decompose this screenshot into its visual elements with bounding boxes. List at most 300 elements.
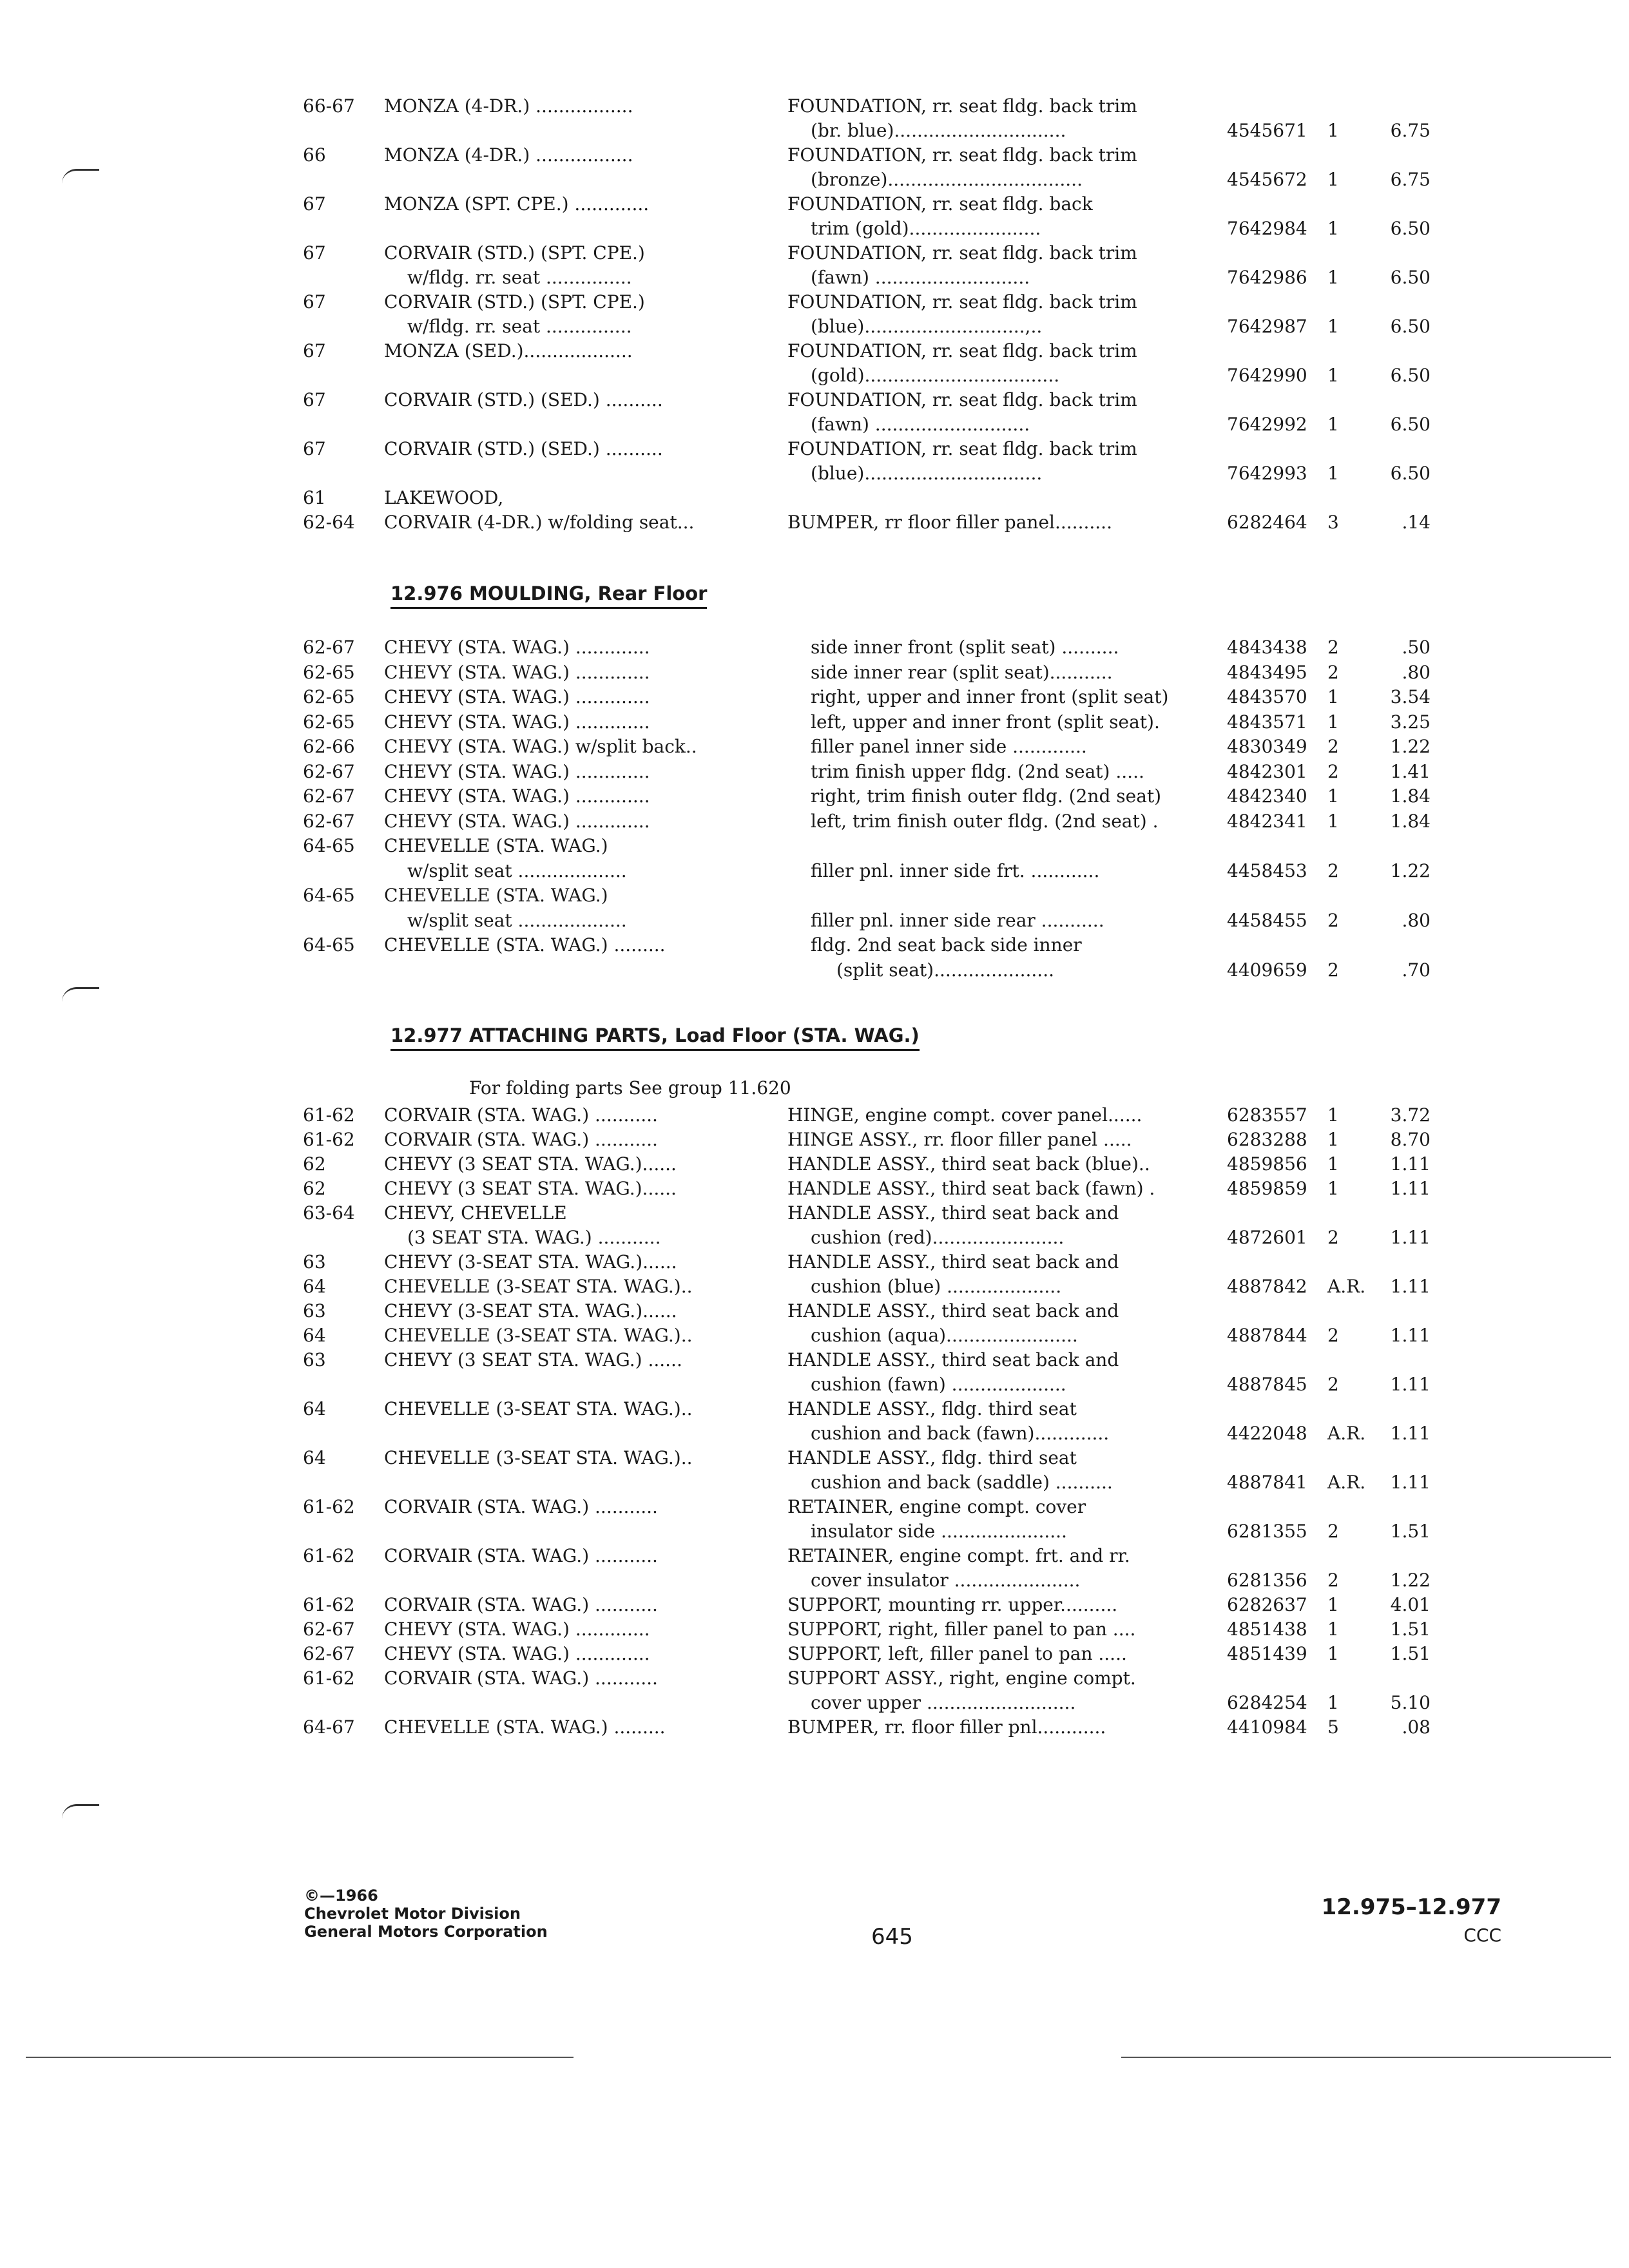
description-cell: cushion (blue) .................... xyxy=(811,1276,1062,1297)
model-cell: CORVAIR (STA. WAG.) ........... xyxy=(384,1545,658,1566)
part-number-cell: 7642987 xyxy=(1227,316,1307,337)
quantity-cell: 3 xyxy=(1327,512,1339,533)
year-cell: 62-67 xyxy=(303,637,355,658)
price-cell: 8.70 xyxy=(1390,1129,1431,1150)
table-row xyxy=(0,736,1629,762)
year-cell: 61-62 xyxy=(303,1496,355,1517)
price-cell: .50 xyxy=(1402,637,1431,658)
part-number-cell: 4887841 xyxy=(1227,1472,1307,1493)
part-number-cell: 4409659 xyxy=(1227,959,1307,981)
description-cell: HANDLE ASSY., third seat back and xyxy=(787,1300,1119,1321)
part-number-cell: 4859856 xyxy=(1227,1153,1307,1175)
catalog-code: CCC xyxy=(1463,1925,1501,1946)
description-cell: BUMPER, rr floor filler panel.......... xyxy=(787,512,1112,533)
model-cell: CHEVY (3-SEAT STA. WAG.)...... xyxy=(384,1251,677,1273)
table-row xyxy=(0,662,1629,687)
table-row xyxy=(0,1716,1629,1742)
description-cell: (blue)............................,.. xyxy=(811,316,1043,337)
quantity-cell: 1 xyxy=(1327,1643,1339,1664)
part-number-cell: 4887845 xyxy=(1227,1374,1307,1395)
part-number-cell: 7642990 xyxy=(1227,365,1307,386)
table-row xyxy=(0,959,1629,985)
table-row xyxy=(0,316,1629,341)
year-cell: 66 xyxy=(303,144,326,166)
year-cell: 62-66 xyxy=(303,736,355,757)
year-cell: 62-65 xyxy=(303,711,355,733)
quantity-cell: 2 xyxy=(1327,860,1339,881)
quantity-cell: 2 xyxy=(1327,909,1339,931)
year-cell: 61-62 xyxy=(303,1667,355,1689)
description-cell: (fawn) ........................... xyxy=(811,267,1030,288)
description-cell: filler panel inner side ............. xyxy=(811,736,1087,757)
quantity-cell: 1 xyxy=(1327,120,1339,141)
part-number-cell: 4887842 xyxy=(1227,1276,1307,1297)
corporation-line: General Motors Corporation xyxy=(304,1923,548,1941)
year-cell: 64-65 xyxy=(303,885,355,906)
price-cell: .80 xyxy=(1402,909,1431,931)
part-number-cell: 7642984 xyxy=(1227,218,1307,239)
publisher-block xyxy=(304,1887,548,1941)
part-number-cell: 4545671 xyxy=(1227,120,1307,141)
year-cell: 64-65 xyxy=(303,934,355,956)
model-cell: CHEVELLE (3-SEAT STA. WAG.).. xyxy=(384,1325,693,1346)
table-row xyxy=(0,463,1629,488)
description-cell: cover upper .......................... xyxy=(811,1692,1076,1713)
table-row xyxy=(0,1594,1629,1620)
model-cell: MONZA (SED.)................... xyxy=(384,340,633,361)
quantity-cell: 2 xyxy=(1327,1374,1339,1395)
year-cell: 61-62 xyxy=(303,1104,355,1126)
part-number-cell: 4851439 xyxy=(1227,1643,1307,1664)
model-cell: CHEVELLE (STA. WAG.) xyxy=(384,885,608,906)
description-cell: insulator side ...................... xyxy=(811,1521,1067,1542)
description-cell: cushion and back (fawn)............. xyxy=(811,1423,1110,1444)
description-cell: cushion (fawn) .................... xyxy=(811,1374,1066,1395)
table-row xyxy=(0,1472,1629,1497)
model-cell: w/fldg. rr. seat ............... xyxy=(407,316,632,337)
description-cell: HANDLE ASSY., third seat back (fawn) . xyxy=(787,1178,1155,1199)
quantity-cell: 1 xyxy=(1327,463,1339,484)
quantity-cell: 2 xyxy=(1327,1227,1339,1248)
table-row xyxy=(0,1178,1629,1204)
description-cell: (split seat)..................... xyxy=(836,959,1054,981)
price-cell: 6.50 xyxy=(1390,414,1431,435)
description-cell: left, trim finish outer fldg. (2nd seat) . xyxy=(811,810,1159,832)
model-cell: MONZA (4-DR.) ................. xyxy=(384,144,633,166)
price-cell: 3.54 xyxy=(1390,686,1431,707)
description-cell: (bronze).................................. xyxy=(811,169,1083,190)
model-cell: CORVAIR (STA. WAG.) ........... xyxy=(384,1104,658,1126)
year-cell: 62-67 xyxy=(303,1619,355,1640)
quantity-cell: 2 xyxy=(1327,661,1339,683)
description-cell: HANDLE ASSY., fldg. third seat xyxy=(787,1398,1077,1419)
quantity-cell: 1 xyxy=(1327,1104,1339,1126)
price-cell: 1.41 xyxy=(1390,760,1431,782)
divider-line xyxy=(1121,2057,1611,2058)
model-cell: CHEVELLE (3-SEAT STA. WAG.).. xyxy=(384,1447,693,1468)
year-cell: 61-62 xyxy=(303,1129,355,1150)
price-cell: 6.75 xyxy=(1390,120,1431,141)
quantity-cell: 1 xyxy=(1327,1594,1339,1615)
model-cell: CHEVY (3-SEAT STA. WAG.)...... xyxy=(384,1300,677,1321)
model-cell: CORVAIR (STD.) (SED.) .......... xyxy=(384,389,663,410)
model-cell: CHEVY (3 SEAT STA. WAG.) ...... xyxy=(384,1349,682,1370)
price-cell: 1.51 xyxy=(1390,1521,1431,1542)
model-cell: CHEVELLE (STA. WAG.) ......... xyxy=(384,1716,666,1738)
price-cell: 3.25 xyxy=(1390,711,1431,733)
section-note: For folding parts See group 11.620 xyxy=(469,1077,791,1099)
quantity-cell: 1 xyxy=(1327,1129,1339,1150)
table-row xyxy=(0,1153,1629,1179)
description-cell: SUPPORT, mounting rr. upper.......... xyxy=(787,1594,1118,1615)
quantity-cell: 1 xyxy=(1327,1153,1339,1175)
description-cell: right, upper and inner front (split seat) xyxy=(811,686,1169,707)
description-cell: SUPPORT ASSY., right, engine compt. xyxy=(787,1667,1136,1689)
model-cell: CHEVY (STA. WAG.) ............. xyxy=(384,785,650,807)
part-number-cell: 4843438 xyxy=(1227,637,1307,658)
description-cell: HANDLE ASSY., fldg. third seat xyxy=(787,1447,1077,1468)
table-row xyxy=(0,512,1629,537)
model-cell: CORVAIR (4-DR.) w/folding seat... xyxy=(384,512,695,533)
part-number-cell: 7642992 xyxy=(1227,414,1307,435)
price-cell: 6.50 xyxy=(1390,218,1431,239)
table-row xyxy=(0,761,1629,787)
quantity-cell: 2 xyxy=(1327,1521,1339,1542)
part-number-cell: 6283557 xyxy=(1227,1104,1307,1126)
price-cell: 6.50 xyxy=(1390,316,1431,337)
table-row xyxy=(0,1129,1629,1155)
quantity-cell: 1 xyxy=(1327,810,1339,832)
part-number-cell: 4843571 xyxy=(1227,711,1307,733)
quantity-cell: 2 xyxy=(1327,1570,1339,1591)
model-cell: (3 SEAT STA. WAG.) ........... xyxy=(407,1227,661,1248)
price-cell: 1.11 xyxy=(1390,1227,1431,1248)
year-cell: 62-67 xyxy=(303,785,355,807)
table-row xyxy=(0,1619,1629,1644)
table-row xyxy=(0,1423,1629,1448)
part-number-cell: 6283288 xyxy=(1227,1129,1307,1150)
price-cell: 6.50 xyxy=(1390,267,1431,288)
price-cell: 1.11 xyxy=(1390,1374,1431,1395)
part-number-cell: 4458455 xyxy=(1227,909,1307,931)
description-cell: trim finish upper fldg. (2nd seat) ..... xyxy=(811,760,1144,782)
year-cell: 67 xyxy=(303,389,326,410)
part-number-cell: 6281355 xyxy=(1227,1521,1307,1542)
part-number-cell: 4842340 xyxy=(1227,785,1307,807)
quantity-cell: 1 xyxy=(1327,1178,1339,1199)
year-cell: 67 xyxy=(303,193,326,215)
year-cell: 64-65 xyxy=(303,835,355,856)
table-row xyxy=(0,1398,1629,1424)
part-number-cell: 4410984 xyxy=(1227,1716,1307,1738)
quantity-cell: 1 xyxy=(1327,785,1339,807)
year-cell: 62-65 xyxy=(303,686,355,707)
table-row xyxy=(0,934,1629,960)
description-cell: right, trim finish outer fldg. (2nd seat) xyxy=(811,785,1162,807)
model-cell: CHEVY (STA. WAG.) ............. xyxy=(384,810,650,832)
table-row xyxy=(0,144,1629,170)
year-cell: 62 xyxy=(303,1153,326,1175)
price-cell: .80 xyxy=(1402,661,1431,683)
description-cell: FOUNDATION, rr. seat fldg. back trim xyxy=(787,340,1137,361)
price-cell: 1.84 xyxy=(1390,785,1431,807)
table-row xyxy=(0,1692,1629,1718)
price-cell: 1.22 xyxy=(1390,736,1431,757)
part-number-cell: 4422048 xyxy=(1227,1423,1307,1444)
table-row xyxy=(0,1447,1629,1473)
part-number-cell: 4851438 xyxy=(1227,1619,1307,1640)
part-number-cell: 4545672 xyxy=(1227,169,1307,190)
table-row xyxy=(0,910,1629,936)
description-cell: cushion (red)....................... xyxy=(811,1227,1065,1248)
quantity-cell: A.R. xyxy=(1327,1472,1366,1493)
description-cell: side inner front (split seat) .......... xyxy=(811,637,1119,658)
table-row xyxy=(0,218,1629,244)
table-row xyxy=(0,1325,1629,1350)
description-cell: SUPPORT, left, filler panel to pan ..... xyxy=(787,1643,1127,1664)
description-cell: HANDLE ASSY., third seat back and xyxy=(787,1349,1119,1370)
table-row xyxy=(0,340,1629,366)
table-row xyxy=(0,193,1629,219)
price-cell: 1.51 xyxy=(1390,1643,1431,1664)
price-cell: 1.51 xyxy=(1390,1619,1431,1640)
part-number-cell: 6284254 xyxy=(1227,1692,1307,1713)
part-number-cell: 4843495 xyxy=(1227,661,1307,683)
description-cell: filler pnl. inner side rear ........... xyxy=(811,909,1104,931)
description-cell: FOUNDATION, rr. seat fldg. back trim xyxy=(787,95,1137,117)
description-cell: FOUNDATION, rr. seat fldg. back trim xyxy=(787,438,1137,459)
model-cell: CHEVY (3 SEAT STA. WAG.)...... xyxy=(384,1153,677,1175)
part-number-cell: 4842341 xyxy=(1227,810,1307,832)
table-row xyxy=(0,120,1629,146)
model-cell: CHEVY (STA. WAG.) w/split back.. xyxy=(384,736,697,757)
description-cell: (blue)............................... xyxy=(811,463,1043,484)
model-cell: CHEVY, CHEVELLE xyxy=(384,1202,567,1224)
quantity-cell: 2 xyxy=(1327,959,1339,981)
model-cell: LAKEWOOD, xyxy=(384,487,504,508)
description-cell: HANDLE ASSY., third seat back (blue).. xyxy=(787,1153,1150,1175)
quantity-cell: A.R. xyxy=(1327,1423,1366,1444)
year-cell: 63-64 xyxy=(303,1202,355,1224)
year-cell: 67 xyxy=(303,242,326,264)
year-cell: 67 xyxy=(303,340,326,361)
year-cell: 63 xyxy=(303,1251,326,1273)
margin-mark xyxy=(62,987,99,1002)
table-row xyxy=(0,637,1629,662)
quantity-cell: 1 xyxy=(1327,1619,1339,1640)
quantity-cell: 1 xyxy=(1327,711,1339,733)
table-row xyxy=(0,169,1629,195)
part-number-cell: 4830349 xyxy=(1227,736,1307,757)
description-cell: FOUNDATION, rr. seat fldg. back trim xyxy=(787,242,1137,264)
model-cell: CORVAIR (STD.) (SED.) .......... xyxy=(384,438,663,459)
table-row xyxy=(0,1227,1629,1253)
table-row xyxy=(0,885,1629,910)
model-cell: CORVAIR (STD.) (SPT. CPE.) xyxy=(384,242,645,264)
description-cell: BUMPER, rr. floor filler pnl............ xyxy=(787,1716,1106,1738)
year-cell: 63 xyxy=(303,1349,326,1370)
group-block xyxy=(1289,1893,1501,1950)
model-cell: MONZA (4-DR.) ................. xyxy=(384,95,633,117)
table-row xyxy=(0,1300,1629,1326)
part-number-cell: 4872601 xyxy=(1227,1227,1307,1248)
table-row xyxy=(0,414,1629,439)
model-cell: w/split seat ................... xyxy=(407,909,627,931)
quantity-cell: 1 xyxy=(1327,218,1339,239)
price-cell: 1.11 xyxy=(1390,1472,1431,1493)
part-number-cell: 4859859 xyxy=(1227,1178,1307,1199)
price-cell: 1.11 xyxy=(1390,1325,1431,1346)
quantity-cell: 5 xyxy=(1327,1716,1339,1738)
table-row xyxy=(0,1667,1629,1693)
model-cell: w/split seat ................... xyxy=(407,860,627,881)
year-cell: 67 xyxy=(303,438,326,459)
description-cell: FOUNDATION, rr. seat fldg. back trim xyxy=(787,144,1137,166)
year-cell: 62-67 xyxy=(303,760,355,782)
table-row xyxy=(0,711,1629,737)
price-cell: 1.11 xyxy=(1390,1153,1431,1175)
table-row xyxy=(0,1374,1629,1399)
price-cell: 1.22 xyxy=(1390,1570,1431,1591)
model-cell: CHEVY (STA. WAG.) ............. xyxy=(384,711,650,733)
price-cell: 1.11 xyxy=(1390,1178,1431,1199)
year-cell: 64 xyxy=(303,1325,326,1346)
price-cell: .70 xyxy=(1402,959,1431,981)
quantity-cell: 2 xyxy=(1327,637,1339,658)
part-number-cell: 4887844 xyxy=(1227,1325,1307,1346)
year-cell: 64 xyxy=(303,1398,326,1419)
price-cell: 1.11 xyxy=(1390,1423,1431,1444)
group-range: 12.975–12.977 xyxy=(1321,1894,1501,1920)
model-cell: CHEVELLE (STA. WAG.) xyxy=(384,835,608,856)
model-cell: CHEVELLE (3-SEAT STA. WAG.).. xyxy=(384,1276,693,1297)
description-cell: SUPPORT, right, filler panel to pan .... xyxy=(787,1619,1136,1640)
description-cell: cushion and back (saddle) .......... xyxy=(811,1472,1113,1493)
price-cell: 1.11 xyxy=(1390,1276,1431,1297)
description-cell: fldg. 2nd seat back side inner xyxy=(811,934,1082,956)
price-cell: 5.10 xyxy=(1390,1692,1431,1713)
table-row xyxy=(0,1104,1629,1130)
model-cell: CORVAIR (STA. WAG.) ........... xyxy=(384,1667,658,1689)
table-row xyxy=(0,1349,1629,1375)
description-cell: cover insulator ...................... xyxy=(811,1570,1081,1591)
table-row xyxy=(0,811,1629,836)
price-cell: .14 xyxy=(1402,512,1431,533)
description-cell: filler pnl. inner side frt. ............ xyxy=(811,860,1100,881)
description-cell: FOUNDATION, rr. seat fldg. back trim xyxy=(787,389,1137,410)
description-cell: cushion (aqua)....................... xyxy=(811,1325,1078,1346)
model-cell: CHEVY (STA. WAG.) ............. xyxy=(384,1643,650,1664)
table-row xyxy=(0,860,1629,886)
year-cell: 62 xyxy=(303,1178,326,1199)
model-cell: CHEVY (3 SEAT STA. WAG.)...... xyxy=(384,1178,677,1199)
table-row xyxy=(0,389,1629,415)
part-number-cell: 4843570 xyxy=(1227,686,1307,707)
table-row xyxy=(0,1202,1629,1228)
model-cell: MONZA (SPT. CPE.) ............. xyxy=(384,193,650,215)
year-cell: 64 xyxy=(303,1447,326,1468)
quantity-cell: 1 xyxy=(1327,365,1339,386)
model-cell: CHEVY (STA. WAG.) ............. xyxy=(384,661,650,683)
model-cell: CHEVY (STA. WAG.) ............. xyxy=(384,760,650,782)
year-cell: 63 xyxy=(303,1300,326,1321)
description-cell: HINGE, engine compt. cover panel...... xyxy=(787,1104,1142,1126)
description-cell: left, upper and inner front (split seat). xyxy=(811,711,1160,733)
description-cell: (fawn) ........................... xyxy=(811,414,1030,435)
year-cell: 62-67 xyxy=(303,1643,355,1664)
table-row xyxy=(0,1276,1629,1302)
price-cell: 1.22 xyxy=(1390,860,1431,881)
part-number-cell: 6282637 xyxy=(1227,1594,1307,1615)
description-cell: side inner rear (split seat)........... xyxy=(811,661,1113,683)
model-cell: CORVAIR (STA. WAG.) ........... xyxy=(384,1496,658,1517)
table-row xyxy=(0,438,1629,464)
year-cell: 61 xyxy=(303,487,326,508)
year-cell: 61-62 xyxy=(303,1545,355,1566)
year-cell: 64-67 xyxy=(303,1716,355,1738)
model-cell: CHEVELLE (3-SEAT STA. WAG.).. xyxy=(384,1398,693,1419)
description-cell: RETAINER, engine compt. cover xyxy=(787,1496,1086,1517)
page-number: 645 xyxy=(871,1924,913,1950)
model-cell: CORVAIR (STD.) (SPT. CPE.) xyxy=(384,291,645,312)
table-row xyxy=(0,1643,1629,1669)
quantity-cell: 2 xyxy=(1327,1325,1339,1346)
price-cell: 1.84 xyxy=(1390,810,1431,832)
table-row xyxy=(0,1251,1629,1277)
model-cell: CHEVELLE (STA. WAG.) ......... xyxy=(384,934,666,956)
year-cell: 64 xyxy=(303,1276,326,1297)
quantity-cell: 1 xyxy=(1327,686,1339,707)
quantity-cell: 2 xyxy=(1327,760,1339,782)
table-row xyxy=(0,291,1629,317)
section-title-12-976: 12.976 MOULDING, Rear Floor xyxy=(390,582,707,609)
quantity-cell: 1 xyxy=(1327,414,1339,435)
model-cell: CHEVY (STA. WAG.) ............. xyxy=(384,1619,650,1640)
price-cell: 3.72 xyxy=(1390,1104,1431,1126)
year-cell: 62-67 xyxy=(303,810,355,832)
part-number-cell: 4842301 xyxy=(1227,760,1307,782)
table-row xyxy=(0,1570,1629,1595)
part-number-cell: 4458453 xyxy=(1227,860,1307,881)
table-row xyxy=(0,1521,1629,1546)
model-cell: CORVAIR (STA. WAG.) ........... xyxy=(384,1129,658,1150)
quantity-cell: 1 xyxy=(1327,169,1339,190)
copyright-line: ©—1966 xyxy=(304,1887,378,1905)
description-cell: HINGE ASSY., rr. floor filler panel ..... xyxy=(787,1129,1132,1150)
year-cell: 62-65 xyxy=(303,661,355,683)
table-row xyxy=(0,95,1629,121)
quantity-cell: 1 xyxy=(1327,267,1339,288)
quantity-cell: 1 xyxy=(1327,1692,1339,1713)
model-cell: CHEVY (STA. WAG.) ............. xyxy=(384,686,650,707)
price-cell: 4.01 xyxy=(1390,1594,1431,1615)
model-cell: CHEVY (STA. WAG.) ............. xyxy=(384,637,650,658)
year-cell: 67 xyxy=(303,291,326,312)
description-cell: trim (gold)....................... xyxy=(811,218,1041,239)
table-row xyxy=(0,835,1629,861)
model-cell: CORVAIR (STA. WAG.) ........... xyxy=(384,1594,658,1615)
model-cell: w/fldg. rr. seat ............... xyxy=(407,267,632,288)
quantity-cell: 2 xyxy=(1327,736,1339,757)
description-cell: HANDLE ASSY., third seat back and xyxy=(787,1202,1119,1224)
year-cell: 61-62 xyxy=(303,1594,355,1615)
table-row xyxy=(0,365,1629,390)
price-cell: 6.75 xyxy=(1390,169,1431,190)
price-cell: .08 xyxy=(1402,1716,1431,1738)
table-row xyxy=(0,1496,1629,1522)
table-row xyxy=(0,242,1629,268)
year-cell: 62-64 xyxy=(303,512,355,533)
